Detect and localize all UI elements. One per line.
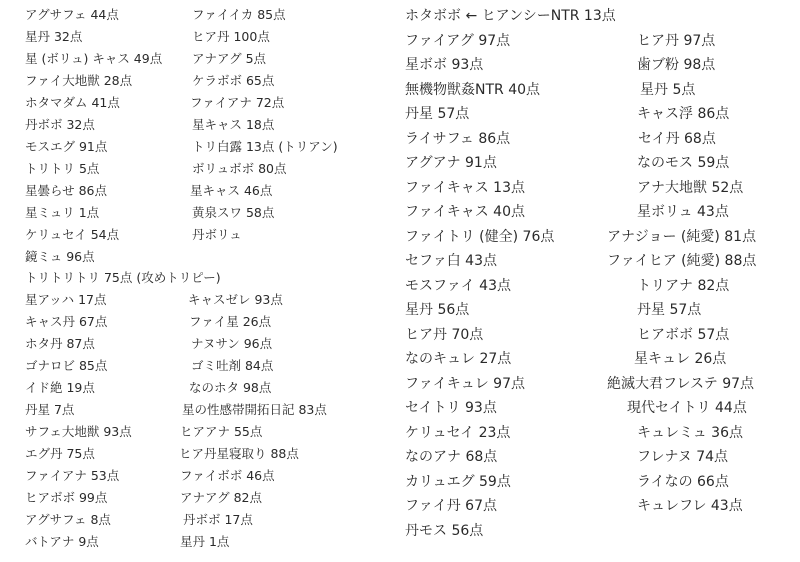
entry-right-col1: カリュエグ 59点 [405, 474, 511, 490]
entry-right-col1: ファイ丹 67点 [405, 498, 497, 514]
entry-left-col1: トリトリトリ 75点 (攻めトリピー) [25, 270, 221, 285]
entry-left-col1: ホタマダム 41点 [25, 95, 120, 110]
entry-right-col2: トリアナ 82点 [637, 278, 730, 294]
entry-left-col2: ヒア丹 100点 [192, 29, 270, 44]
entry-left-col1: 丹ボボ 32点 [25, 117, 95, 132]
entry-right-col2: キュレミュ 36点 [637, 425, 743, 441]
entry-left-col2: 星キャス 18点 [192, 117, 275, 132]
entry-left-col2: 丹ボボ 17点 [183, 512, 253, 527]
entry-left-col1: ケリュセイ 54点 [25, 227, 120, 242]
entry-left-col1: アグサフェ 44点 [25, 7, 119, 22]
entry-left-col2: ファイ星 26点 [189, 314, 272, 329]
entry-right-col1: ファイキャス 13点 [405, 180, 525, 196]
entry-left-col1: 鏡ミュ 96点 [25, 249, 95, 264]
entry-left-col1: 星曇らせ 86点 [25, 183, 108, 198]
entry-left-col1: サフェ大地獣 93点 [25, 424, 132, 439]
entry-right-col1: 星ボボ 93点 [405, 57, 484, 73]
entry-left-col1: トリトリ 5点 [25, 161, 100, 176]
entry-right-col1: セファ白 43点 [405, 253, 497, 269]
entry-right-col1: ファイキャス 40点 [405, 204, 525, 220]
entry-right-col1: ファイキュレ 97点 [405, 376, 525, 392]
entry-right-col2: ヒアボボ 57点 [637, 327, 730, 343]
entry-right-col2: セイ丹 68点 [638, 131, 716, 147]
entry-left-col1: ヒアボボ 99点 [25, 490, 108, 505]
entry-left-col1: エグ丹 75点 [25, 446, 95, 461]
entry-right-col2: ヒア丹 97点 [637, 33, 716, 49]
entry-left-col1: 星アッハ 17点 [25, 292, 107, 307]
entry-left-col2: トリ白露 13点 (トリアン) [192, 139, 338, 154]
entry-left-col1: 星 (ボリュ) キャス 49点 [25, 51, 163, 66]
entry-right-col1: セイトリ 93点 [405, 400, 497, 416]
entry-left-col2: 星キャス 46点 [190, 183, 273, 198]
entry-right-col2: 星丹 5点 [640, 82, 696, 98]
entry-right-col1: ファイトリ (健全) 76点 [405, 229, 555, 245]
entry-left-col2: ナヌサン 96点 [191, 336, 273, 351]
entry-right-col2: 星キュレ 26点 [634, 351, 727, 367]
entry-left-col1: モスエグ 91点 [25, 139, 108, 154]
entry-right-col2: 星ボリュ 43点 [637, 204, 729, 220]
entry-right-col1: 丹モス 56点 [405, 523, 484, 539]
entry-right-col1: モスファイ 43点 [405, 278, 511, 294]
entry-right-col2: 丹星 57点 [637, 302, 702, 318]
entry-right-col2: キャス浮 86点 [637, 106, 730, 122]
entry-left-col1: ゴナロビ 85点 [25, 358, 108, 373]
entry-left-col2: ボリュボボ 80点 [192, 161, 287, 176]
entry-left-col2: ファイボボ 46点 [180, 468, 275, 483]
entry-left-col1: キャス丹 67点 [25, 314, 108, 329]
entry-left-col2: キャスゼレ 93点 [188, 292, 283, 307]
entry-left-col2: ヒアアナ 55点 [180, 424, 263, 439]
entry-right-col2: アナジョー (純愛) 81点 [607, 229, 757, 245]
entry-right-col1: 星丹 56点 [405, 302, 470, 318]
entry-left-col2: ゴミ吐剤 84点 [191, 358, 274, 373]
entry-left-col1: ファイ大地獣 28点 [25, 73, 133, 88]
entry-right-col2: キュレフレ 43点 [637, 498, 743, 514]
entry-right-col2: なのモス 59点 [637, 155, 730, 171]
entry-left-col1: バトアナ 9点 [25, 534, 99, 549]
entry-right-col1: ケリュセイ 23点 [405, 425, 511, 441]
entry-right-col2: ライなの 66点 [637, 474, 729, 490]
entry-right-col2: 歯ブ粉 98点 [637, 57, 716, 73]
entry-right-col1: なのキュレ 27点 [405, 351, 512, 367]
entry-left-col2: ファイイカ 85点 [192, 7, 286, 22]
entry-right-col2: 現代セイトリ 44点 [627, 400, 747, 416]
entry-left-col2: なのホタ 98点 [189, 380, 272, 395]
entry-left-col2: 星の性感帯開拓日記 83点 [182, 402, 327, 417]
entry-left-col2: アナアグ 5点 [192, 51, 267, 66]
entry-left-col1: アグサフェ 8点 [25, 512, 111, 527]
entry-right-col1: ライサフェ 86点 [405, 131, 511, 147]
right-block-header: ホタボボ ← ヒアンシーNTR 13点 [405, 8, 616, 24]
entry-left-col2: ヒア丹星寝取り 88点 [179, 446, 299, 461]
entry-left-col2: ファイアナ 72点 [190, 95, 285, 110]
entry-left-col1: 丹星 7点 [25, 402, 75, 417]
entry-left-col2: アナアグ 82点 [180, 490, 263, 505]
entry-right-col1: アグアナ 91点 [405, 155, 497, 171]
entry-left-col1: ホタ丹 87点 [25, 336, 95, 351]
entry-right-col1: ファイアグ 97点 [405, 33, 511, 49]
entry-right-col1: 丹星 57点 [405, 106, 470, 122]
entry-right-col2: 絶滅大君フレステ 97点 [607, 376, 755, 392]
entry-left-col1: イド絶 19点 [25, 380, 95, 395]
entry-left-col2: ケラボボ 65点 [192, 73, 275, 88]
entry-left-col1: 星丹 32点 [25, 29, 83, 44]
entry-left-col2: 星丹 1点 [180, 534, 230, 549]
entry-right-col2: フレナヌ 74点 [637, 449, 729, 465]
entry-left-col1: 星ミュリ 1点 [25, 205, 100, 220]
entry-right-col1: ヒア丹 70点 [405, 327, 484, 343]
entry-right-col1: なのアナ 68点 [405, 449, 498, 465]
entry-right-col1: 無機物獣姦NTR 40点 [405, 82, 541, 98]
entry-left-col2: 丹ボリュ [192, 227, 242, 242]
entry-right-col2: アナ大地獣 52点 [637, 180, 744, 196]
entry-left-col2: 黄泉スワ 58点 [192, 205, 275, 220]
entry-right-col2: ファイヒア (純愛) 88点 [607, 253, 757, 269]
entry-left-col1: ファイアナ 53点 [25, 468, 120, 483]
